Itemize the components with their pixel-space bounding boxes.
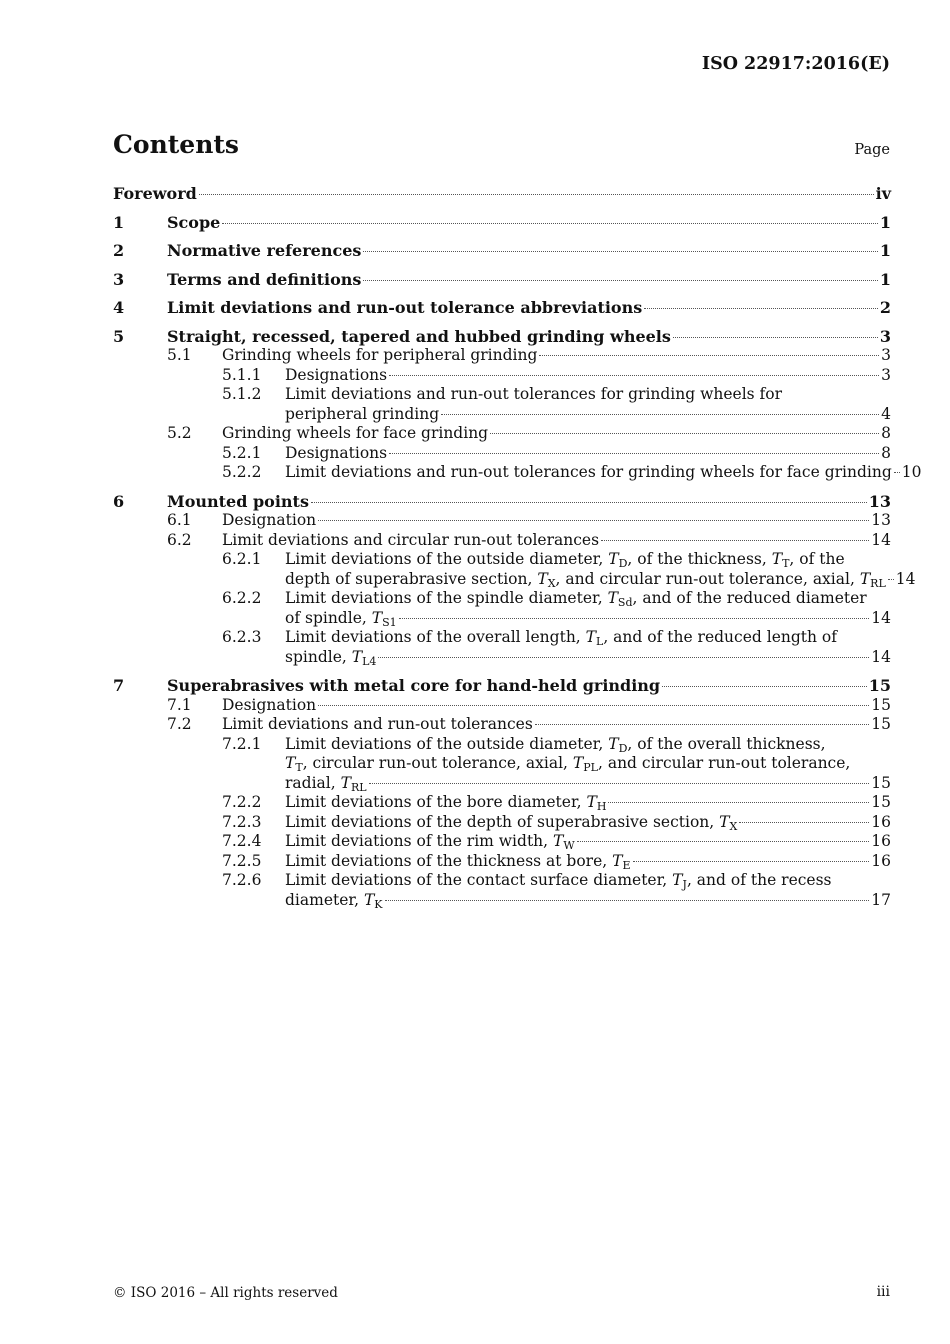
dot-leader [441, 414, 879, 415]
page-column-label: Page [854, 142, 890, 158]
toc-entry-3[interactable] [113, 270, 891, 290]
toc-number: 5.1.2 [222, 385, 262, 403]
toc-number: 6.1 [167, 511, 192, 529]
toc-entry-7-2-2[interactable] [113, 793, 891, 813]
toc-entry-6-2-1[interactable] [113, 550, 916, 590]
toc-page: 1 [879, 241, 891, 260]
toc-entry-4[interactable] [113, 298, 891, 318]
toc-entry-7-2-6[interactable] [113, 871, 891, 910]
toc-page: 8 [881, 443, 891, 462]
toc-number: 5.1.1 [222, 365, 262, 384]
toc-number: 7.2.5 [222, 851, 262, 870]
toc-number: 7.2.1 [222, 734, 262, 753]
dot-leader [662, 686, 867, 687]
toc-entry-5-1-2[interactable] [113, 385, 891, 424]
toc-page: 14 [871, 647, 891, 666]
toc-label: Normative references [167, 241, 362, 260]
dot-leader [385, 900, 870, 901]
toc-label-continued: of spindle, $T_{S1}$ [285, 608, 397, 629]
toc-number: 7.2.6 [222, 871, 262, 889]
toc-entry-7[interactable] [113, 676, 891, 696]
toc-page: iv [875, 184, 891, 203]
toc-entry-5-2-1[interactable] [113, 444, 891, 464]
toc-entry-5-2[interactable] [113, 424, 891, 444]
toc-label-continued: peripheral grinding [285, 404, 440, 423]
toc-number: 4 [113, 298, 125, 317]
toc-entry-5[interactable] [113, 327, 891, 347]
dot-leader [389, 453, 879, 454]
dot-leader [363, 251, 877, 252]
toc-entry-7-2-5[interactable] [113, 852, 891, 872]
toc-page: 10 [901, 463, 922, 481]
toc-label-continued: radial, $T_{RL}$ [285, 773, 367, 794]
dot-leader [673, 337, 878, 338]
toc-number: 6 [113, 491, 125, 511]
dot-leader [644, 308, 878, 309]
toc-entry-5-2-2[interactable] [113, 463, 922, 483]
toc-page: 8 [881, 424, 891, 442]
toc-label: Limit deviations of the thickness at bore, $T_E$ [285, 851, 631, 872]
toc-label: Limit deviations and run-out tolerances for grinding wheels for [285, 385, 783, 403]
toc-entry-7-2-4[interactable] [113, 832, 891, 852]
toc-number: 7.2 [167, 715, 192, 733]
toc-entry-7-2-1[interactable] [113, 735, 891, 794]
dot-leader [318, 705, 869, 706]
toc-page: 16 [871, 812, 891, 831]
dot-leader [389, 375, 879, 376]
dot-leader [378, 657, 869, 658]
toc-page: 15 [871, 695, 891, 714]
toc-label: Scope [167, 212, 221, 232]
toc-page: 15 [871, 715, 891, 733]
toc-label: Limit deviations and run-out tolerance abbreviations [167, 298, 643, 317]
toc-label-continued: $T_T$, circular run-out tolerance, axial, $T_{PL}$, and circular run-out tolerance, [285, 754, 851, 774]
toc-number: 5 [113, 326, 125, 346]
page-title: Contents [113, 130, 240, 159]
toc-label: Limit deviations of the overall length, $T_L$, and of the reduced length of [285, 628, 837, 648]
toc-number: 7 [113, 676, 125, 695]
toc-label: Mounted points [167, 491, 309, 511]
toc-label: Limit deviations and circular run-out tolerances [222, 530, 600, 549]
toc-label: Limit deviations of the spindle diameter, $T_{Sd}$, and of the reduced diameter [285, 589, 867, 609]
dot-leader [888, 579, 894, 580]
toc-entry-7-1[interactable] [113, 696, 891, 716]
toc-label: Designations [285, 365, 388, 384]
dot-leader [601, 540, 869, 541]
toc-page: 15 [871, 773, 891, 792]
dot-leader [311, 502, 867, 503]
toc-page: 1 [879, 212, 891, 232]
dot-leader [399, 618, 870, 619]
dot-leader [577, 841, 870, 842]
toc-label: Limit deviations of the bore diameter, $T_H$ [285, 793, 607, 813]
toc-entry-2[interactable] [113, 241, 891, 261]
toc-page: 2 [879, 298, 891, 317]
toc-label: Limit deviations of the outside diameter, $T_D$, of the thickness, $T_T$, of the [285, 550, 845, 570]
toc-entry-6-2-2[interactable] [113, 589, 891, 628]
toc-number: 5.2.2 [222, 463, 262, 481]
page-number: iii [876, 1284, 890, 1300]
toc-label: Limit deviations of the contact surface diameter, $T_J$, and of the recess [285, 871, 832, 891]
toc-label-continued: depth of superabrasive section, $T_X$, and circular run-out tolerance, axial, $T_{RL}$ [285, 569, 886, 590]
toc-label: Designation [222, 695, 317, 714]
toc-page: 17 [871, 890, 891, 909]
toc-page: 1 [879, 269, 891, 289]
toc-number: 7.2.3 [222, 812, 262, 831]
toc-label: Limit deviations and run-out tolerances for grinding wheels for face grinding [285, 463, 892, 481]
toc-page: 4 [881, 404, 891, 423]
toc-entry-6-1[interactable] [113, 511, 891, 531]
toc-label: Grinding wheels for face grinding [222, 424, 489, 442]
dot-leader [633, 861, 870, 862]
toc-label: Limit deviations of the rim width, $T_W$ [285, 832, 575, 852]
toc-page: 14 [871, 608, 891, 627]
dot-leader [608, 802, 869, 803]
dot-leader [363, 280, 877, 281]
toc-entry-6[interactable] [113, 492, 891, 512]
toc-page: 15 [868, 676, 891, 695]
copyright-notice: © ISO 2016 – All rights reserved [113, 1285, 338, 1301]
dot-leader [894, 472, 900, 473]
toc-entry-6-2-3[interactable] [113, 628, 891, 667]
toc-number: 6.2.1 [222, 550, 262, 568]
dot-leader [490, 433, 879, 434]
toc-entry-6-2[interactable] [113, 531, 891, 551]
toc-page: 3 [879, 326, 891, 346]
toc-number: 6.2 [167, 530, 192, 549]
toc-label: Straight, recessed, tapered and hubbed grinding wheels [167, 326, 671, 346]
toc-entry-7-2-3[interactable] [113, 813, 891, 833]
toc-number: 2 [113, 241, 125, 260]
dot-leader [199, 194, 874, 195]
toc-number: 5.2 [167, 424, 192, 442]
toc-label: Designation [222, 511, 317, 529]
dot-leader [739, 822, 869, 823]
toc-page: 3 [881, 346, 891, 364]
toc-number: 6.2.3 [222, 628, 262, 646]
toc-page: 13 [871, 511, 891, 529]
toc-label: Designations [285, 443, 388, 462]
toc-page: 14 [895, 569, 916, 588]
toc-entry-5-1-1[interactable] [113, 366, 891, 386]
toc-label: Limit deviations of the outside diameter, $T_D$, of the overall thickness, [285, 734, 826, 755]
document-id: ISO 22917:2016(E) [701, 54, 890, 74]
toc-page: 15 [871, 793, 891, 811]
toc-label-continued: spindle, $T_{L4}$ [285, 647, 377, 668]
toc-page: 13 [868, 491, 891, 511]
toc-label-continued: diameter, $T_K$ [285, 890, 383, 911]
toc-label: Terms and definitions [167, 269, 362, 289]
toc-label: Superabrasives with metal core for hand-held grinding [167, 676, 661, 695]
table-of-contents [113, 184, 922, 911]
dot-leader [318, 520, 869, 521]
toc-number: 7.2.2 [222, 793, 262, 811]
toc-entry-7-2[interactable] [113, 715, 891, 735]
dot-leader [369, 783, 870, 784]
toc-label: Limit deviations and run-out tolerances [222, 715, 533, 733]
toc-entry-foreword[interactable] [113, 184, 891, 204]
toc-number: 5.1 [167, 346, 192, 364]
dot-leader [539, 355, 879, 356]
dot-leader [535, 724, 869, 725]
toc-page: 16 [871, 851, 891, 870]
toc-label: Grinding wheels for peripheral grinding [222, 346, 538, 364]
toc-label: Limit deviations of the depth of superabrasive section, $T_X$ [285, 812, 738, 833]
toc-page: 3 [881, 365, 891, 384]
toc-number: 7.1 [167, 695, 192, 714]
toc-number: 5.2.1 [222, 443, 262, 462]
toc-entry-1[interactable] [113, 213, 891, 233]
toc-number: 7.2.4 [222, 832, 262, 850]
toc-number: 6.2.2 [222, 589, 262, 607]
dot-leader [222, 223, 878, 224]
toc-number: 1 [113, 212, 125, 232]
toc-label: Foreword [113, 184, 197, 203]
toc-number: 3 [113, 269, 125, 289]
toc-entry-5-1[interactable] [113, 346, 891, 366]
toc-page: 14 [871, 530, 891, 549]
toc-page: 16 [871, 832, 891, 850]
